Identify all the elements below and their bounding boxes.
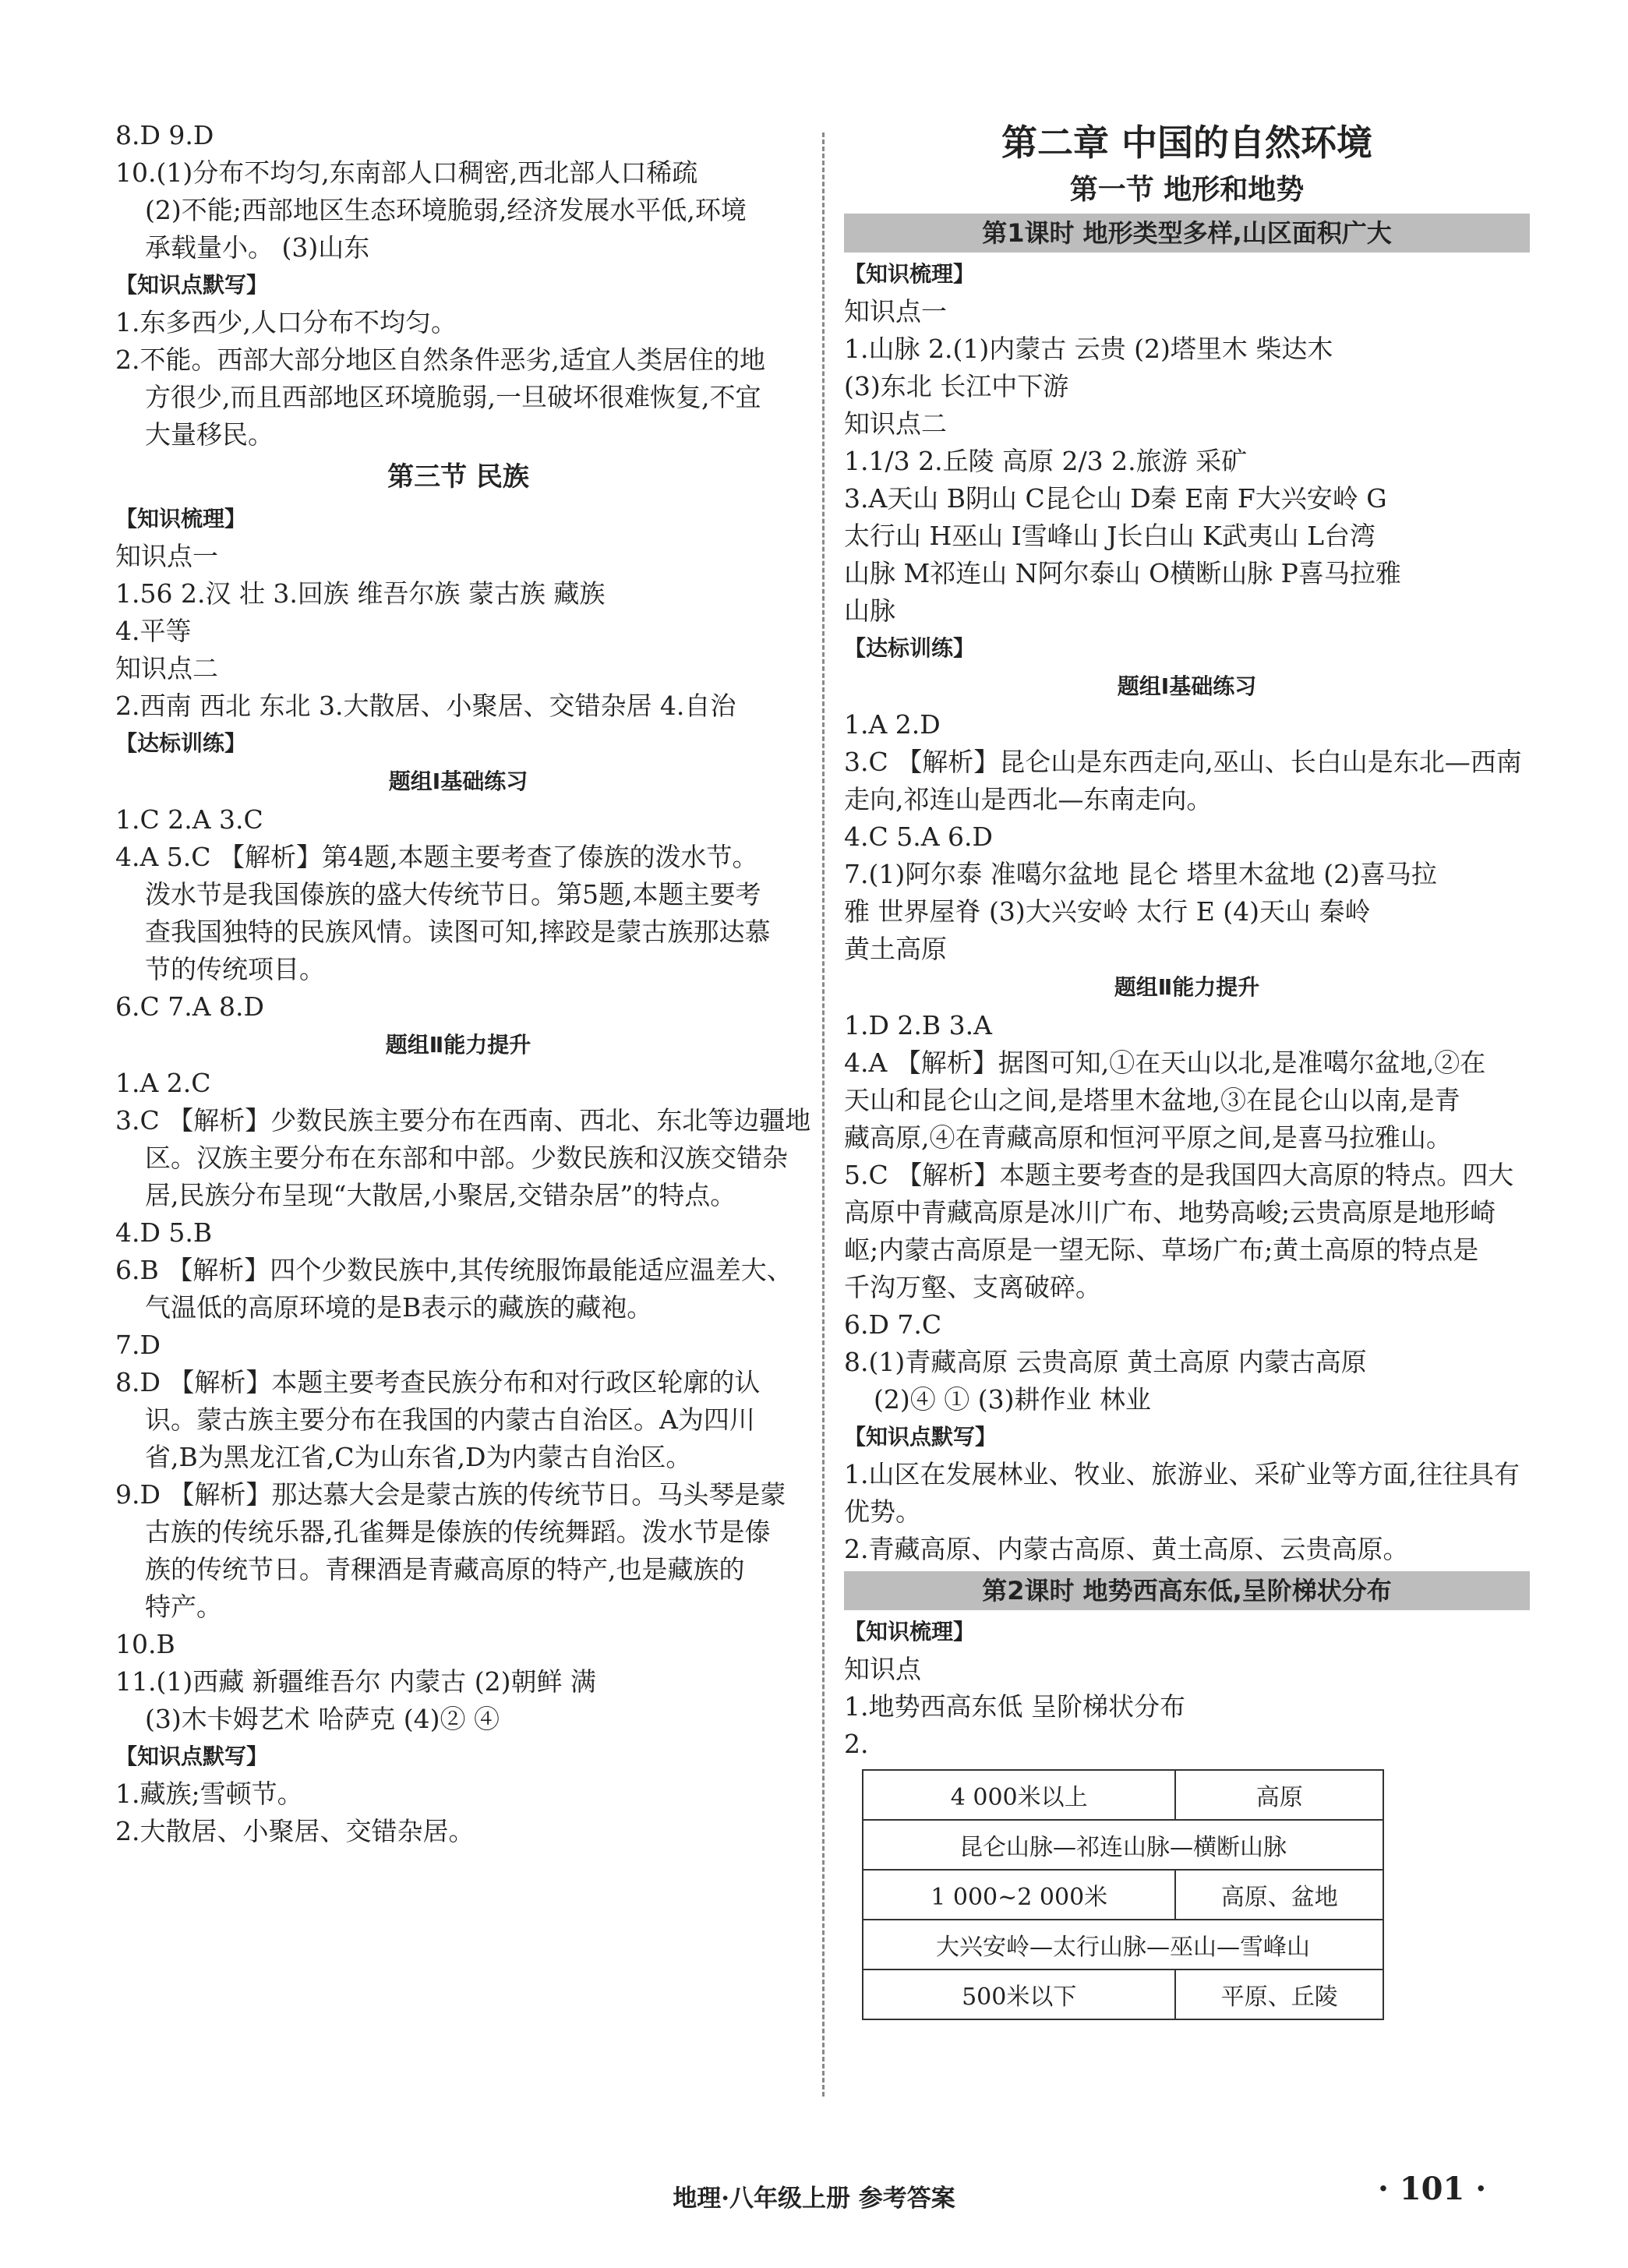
text-line: 黄土高原 xyxy=(844,934,947,964)
section-tag: 【知识梳理】 xyxy=(115,506,247,532)
text-line: 1.C 2.A 3.C xyxy=(115,804,263,835)
text-line: (2)④ ① (3)耕作业 林业 xyxy=(874,1384,1151,1415)
text-line: 9.D 【解析】那达慕大会是蒙古族的传统节日。马头琴是蒙 xyxy=(115,1479,786,1510)
text-line: 山脉 M祁连山 N阿尔泰山 O横断山脉 P喜马拉雅 xyxy=(844,558,1401,588)
text-line: 2. xyxy=(844,1729,869,1759)
text-line: 3.C 【解析】少数民族主要分布在西南、西北、东北等边疆地 xyxy=(115,1105,811,1136)
text-line: 6.C 7.A 8.D xyxy=(115,991,264,1022)
section-tag: 【知识梳理】 xyxy=(844,261,976,287)
section-tag: 【知识点默写】 xyxy=(115,1743,269,1769)
text-line: 2.西南 西北 东北 3.大散居、小聚居、交错杂居 4.自治 xyxy=(115,691,736,721)
text-line: 承载量小。 (3)山东 xyxy=(145,232,370,263)
lesson-banner: 第1课时 地形类型多样,山区面积广大 xyxy=(844,214,1530,253)
table-cell: 大兴安岭—太行山脉—巫山—雪峰山 xyxy=(863,1920,1383,1969)
text-line: 1.A 2.D xyxy=(844,709,941,740)
text-line: 优势。 xyxy=(844,1496,921,1527)
text-line: 山脉 xyxy=(844,595,895,626)
text-line: 特产。 xyxy=(145,1591,222,1622)
text-line: 知识点一 xyxy=(844,296,947,327)
text-line: 4.平等 xyxy=(115,616,192,646)
text-line: 大量移民。 xyxy=(145,419,274,450)
text-line: 方很少,而且西部地区环境脆弱,一旦破坏很难恢复,不宜 xyxy=(145,382,761,412)
text-line: 走向,祁连山是西北—东南走向。 xyxy=(844,784,1213,814)
section-tag: 【知识点默写】 xyxy=(844,1424,998,1450)
text-line: 太行山 H巫山 I雪峰山 J长白山 K武夷山 L台湾 xyxy=(844,521,1376,551)
text-line: 知识点二 xyxy=(115,653,218,684)
text-line: 气温低的高原环境的是B表示的藏族的藏袍。 xyxy=(145,1292,653,1323)
table-cell: 高原 xyxy=(1175,1770,1383,1820)
left-column xyxy=(115,117,811,1850)
text-line: 4.C 5.A 6.D xyxy=(844,821,993,852)
table-cell: 平原、丘陵 xyxy=(1175,1969,1383,2019)
text-line: 1.藏族;雪顿节。 xyxy=(115,1779,303,1809)
table-row xyxy=(863,1820,1383,1870)
text-line: 8.(1)青藏高原 云贵高原 黄土高原 内蒙古高原 xyxy=(844,1347,1367,1377)
text-line: 1.山脉 2.(1)内蒙古 云贵 (2)塔里木 柴达木 xyxy=(844,334,1333,364)
text-line: 6.D 7.C xyxy=(844,1309,942,1340)
text-line: 8.D 【解析】本题主要考查民族分布和对行政区轮廓的认 xyxy=(115,1367,761,1397)
text-line: (3)东北 长江中下游 xyxy=(844,371,1069,401)
section-tag: 【知识梳理】 xyxy=(844,1619,976,1644)
table-cell: 500米以下 xyxy=(863,1969,1175,2019)
text-line: 查我国独特的民族风情。读图可知,摔跤是蒙古族那达慕 xyxy=(145,917,771,947)
lesson-banner: 第2课时 地势西高东低,呈阶梯状分布 xyxy=(844,1571,1530,1610)
text-line: 千沟万壑、支离破碎。 xyxy=(844,1272,1101,1302)
text-line: 识。蒙古族主要分布在我国的内蒙古自治区。A为四川 xyxy=(145,1404,755,1435)
text-line: 8.D 9.D xyxy=(115,120,214,150)
section-heading: 第三节 民族 xyxy=(387,461,529,493)
text-line: 7.D xyxy=(115,1330,161,1360)
text-line: 古族的传统乐器,孔雀舞是傣族的传统舞蹈。泼水节是傣 xyxy=(145,1517,771,1547)
text-line: 省,B为黑龙江省,C为山东省,D为内蒙古自治区。 xyxy=(145,1442,692,1472)
group-heading: 题组Ⅱ能力提升 xyxy=(1114,974,1260,1000)
text-line: 2.大散居、小聚居、交错杂居。 xyxy=(115,1816,475,1846)
text-line: 藏高原,④在青藏高原和恒河平原之间,是喜马拉雅山。 xyxy=(844,1122,1452,1153)
page-footer: 地理·八年级上册 参考答案 xyxy=(673,2185,955,2213)
text-line: (3)木卡姆艺术 哈萨克 (4)② ④ xyxy=(145,1704,500,1734)
text-line: 1.A 2.C xyxy=(115,1068,211,1098)
text-line: 知识点 xyxy=(844,1654,921,1684)
text-line: 知识点一 xyxy=(115,541,218,571)
text-line: 2.青藏高原、内蒙古高原、黄土高原、云贵高原。 xyxy=(844,1534,1409,1564)
text-line: 2.不能。西部大部分地区自然条件恶劣,适宜人类居住的地 xyxy=(115,344,765,375)
table-row xyxy=(863,1770,1383,1820)
table-cell: 1 000~2 000米 xyxy=(863,1870,1175,1920)
elevation-table xyxy=(862,1769,1384,2020)
text-line: 节的传统项目。 xyxy=(145,954,325,984)
text-line: 1.56 2.汉 壮 3.回族 维吾尔族 蒙古族 藏族 xyxy=(115,578,606,609)
table-row xyxy=(863,1969,1383,2019)
right-column xyxy=(844,117,1530,2020)
text-line: 4.D 5.B xyxy=(115,1217,213,1248)
text-line: 居,民族分布呈现“大散居,小聚居,交错杂居”的特点。 xyxy=(145,1180,736,1210)
group-heading: 题组Ⅰ基础练习 xyxy=(388,768,528,794)
text-line: 区。汉族主要分布在东部和中部。少数民族和汉族交错杂 xyxy=(145,1143,788,1173)
text-line: (2)不能;西部地区生态环境脆弱,经济发展水平低,环境 xyxy=(145,195,747,225)
text-line: 高原中青藏高原是冰川广布、地势高峻;云贵高原是地形崎 xyxy=(844,1197,1496,1228)
text-line: 1.东多西少,人口分布不均匀。 xyxy=(115,307,457,337)
table-row xyxy=(863,1870,1383,1920)
text-line: 1.地势西高东低 呈阶梯状分布 xyxy=(844,1691,1185,1722)
text-line: 10.(1)分布不均匀,东南部人口稠密,西北部人口稀疏 xyxy=(115,157,698,188)
group-heading: 题组Ⅱ能力提升 xyxy=(385,1032,531,1058)
text-line: 族的传统节日。青稞酒是青藏高原的特产,也是藏族的 xyxy=(145,1554,745,1584)
text-line: 1.1/3 2.丘陵 高原 2/3 2.旅游 采矿 xyxy=(844,446,1248,476)
section-tag: 【达标训练】 xyxy=(844,635,976,661)
text-line: 7.(1)阿尔泰 准噶尔盆地 昆仑 塔里木盆地 (2)喜马拉 xyxy=(844,859,1437,889)
text-line: 1.D 2.B 3.A xyxy=(844,1010,992,1040)
table-cell: 昆仑山脉—祁连山脉—横断山脉 xyxy=(863,1820,1383,1870)
text-line: 岖;内蒙古高原是一望无际、草场广布;黄土高原的特点是 xyxy=(844,1235,1479,1265)
text-line: 3.C 【解析】昆仑山是东西走向,巫山、长白山是东北—西南 xyxy=(844,747,1522,777)
table-row xyxy=(863,1920,1383,1969)
text-line: 知识点二 xyxy=(844,408,947,439)
text-line: 10.B xyxy=(115,1629,175,1659)
section-tag: 【知识点默写】 xyxy=(115,272,269,298)
text-line: 4.A 5.C 【解析】第4题,本题主要考查了傣族的泼水节。 xyxy=(115,842,758,872)
table-cell: 高原、盆地 xyxy=(1175,1870,1383,1920)
text-line: 4.A 【解析】据图可知,①在天山以北,是准噶尔盆地,②在 xyxy=(844,1047,1486,1078)
text-line: 天山和昆仑山之间,是塔里木盆地,③在昆仑山以南,是青 xyxy=(844,1085,1460,1115)
text-line: 5.C 【解析】本题主要考查的是我国四大高原的特点。四大 xyxy=(844,1160,1514,1190)
section-tag: 【达标训练】 xyxy=(115,730,247,756)
text-line: 泼水节是我国傣族的盛大传统节日。第5题,本题主要考 xyxy=(145,879,761,910)
column-divider xyxy=(822,132,825,2097)
chapter-title: 第二章 中国的自然环境 xyxy=(1001,122,1372,164)
table-cell: 4 000米以上 xyxy=(863,1770,1175,1820)
group-heading: 题组Ⅰ基础练习 xyxy=(1117,673,1257,699)
text-line: 3.A天山 B阴山 C昆仑山 D秦 E南 F大兴安岭 G xyxy=(844,483,1387,514)
subsection-title: 第一节 地形和地势 xyxy=(1069,173,1305,206)
text-line: 6.B 【解析】四个少数民族中,其传统服饰最能适应温差大、 xyxy=(115,1255,793,1285)
text-line: 雅 世界屋脊 (3)大兴安岭 太行 E (4)天山 秦岭 xyxy=(844,896,1371,927)
text-line: 11.(1)西藏 新疆维吾尔 内蒙古 (2)朝鲜 满 xyxy=(115,1666,596,1697)
text-line: 1.山区在发展林业、牧业、旅游业、采矿业等方面,往往具有 xyxy=(844,1459,1520,1489)
page-number: · 101 · xyxy=(1378,2171,1487,2207)
